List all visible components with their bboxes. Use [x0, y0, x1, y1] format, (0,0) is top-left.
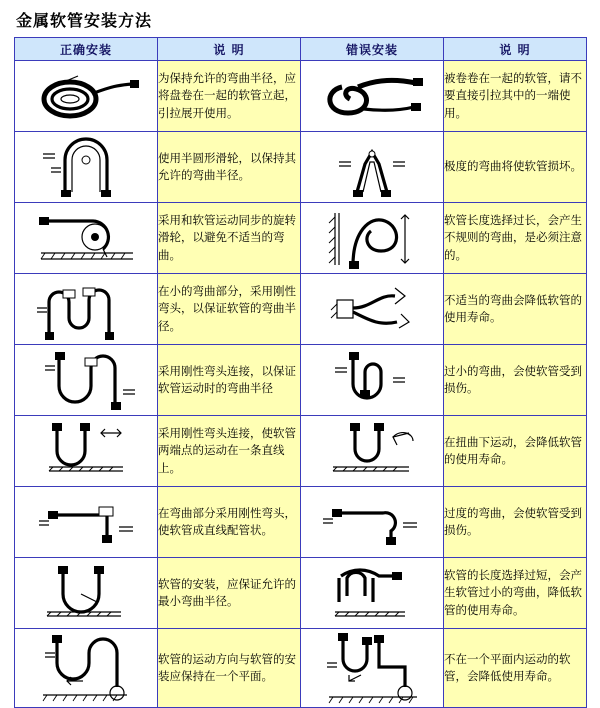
- table-row: [15, 61, 587, 132]
- row-text: 采用刚性弯头连接，以保证软管运动时的弯曲半径: [158, 345, 301, 416]
- too-small-bend-icon: [301, 345, 444, 416]
- row-text: 在扭曲下运动，会降低软管的使用寿命。: [444, 416, 587, 487]
- row-text: 软管的运动方向与软管的安装应保持在一个平面。: [158, 629, 301, 708]
- header-wrong-install: 错误安装: [301, 38, 444, 61]
- row-text: 在弯曲部分采用刚性弯头，使软管成直线配管状。: [158, 487, 301, 558]
- semicircular-sheave-icon: [15, 132, 158, 203]
- row-text: 为保持允许的弯曲半径，应将盘卷在一起的软管立起，引拉展开使用。: [158, 61, 301, 132]
- row-text: 过小的弯曲，会使软管受到损伤。: [444, 345, 587, 416]
- excess-length-loop-icon: [301, 203, 444, 274]
- over-bend-icon: [301, 487, 444, 558]
- table-row: [15, 629, 587, 708]
- page-title: 金属软管安装方法: [16, 11, 153, 30]
- header-wrong-desc: 说 明: [444, 38, 587, 61]
- header-correct-install: 正确安装: [15, 38, 158, 61]
- table-row: [15, 558, 587, 629]
- sharp-bend-pulley-icon: [301, 132, 444, 203]
- coiled-hose-vertical-icon: [15, 61, 158, 132]
- table-row: [15, 416, 587, 487]
- table-row: [15, 132, 587, 203]
- table-row: [15, 274, 587, 345]
- header-correct-desc: 说 明: [158, 38, 301, 61]
- row-text: 被卷卷在一起的软管，请不要直接引拉其中的一端使用。: [444, 61, 587, 132]
- table-header-row: [15, 38, 587, 61]
- out-of-plane-motion-icon: [301, 629, 444, 708]
- rigid-elbow-connection-icon: [15, 345, 158, 416]
- row-text: 在小的弯曲部分，采用刚性弯头，以保证软管的弯曲半径。: [158, 274, 301, 345]
- table-row: [15, 345, 587, 416]
- improper-bend-icon: [301, 274, 444, 345]
- row-text: 过度的弯曲，会使软管受到损伤。: [444, 487, 587, 558]
- row-text: 使用半圆形滑轮，以保持其允许的弯曲半径。: [158, 132, 301, 203]
- row-text: 不在一个平面内运动的软管，会降低使用寿命。: [444, 629, 587, 708]
- hose-installation-table: [14, 37, 587, 708]
- straight-pipe-elbow-icon: [15, 487, 158, 558]
- too-long-hose-icon: [301, 558, 444, 629]
- table-row: [15, 487, 587, 558]
- min-bend-radius-u-icon: [15, 558, 158, 629]
- coiled-hose-pulled-icon: [301, 61, 444, 132]
- same-plane-motion-icon: [15, 629, 158, 708]
- table-row: [15, 203, 587, 274]
- row-text: 不适当的弯曲会降低软管的使用寿命。: [444, 274, 587, 345]
- row-text: 采用刚性弯头连接，使软管两端点的运动在一条直线上。: [158, 416, 301, 487]
- twisting-motion-icon: [301, 416, 444, 487]
- rigid-elbow-small-bend-icon: [15, 274, 158, 345]
- rigid-elbow-straight-line-icon: [15, 416, 158, 487]
- row-text: 软管的长度选择过短，会产生软管过小的弯曲，降低软管的使用寿命。: [444, 558, 587, 629]
- row-text: 软管的安装，应保证允许的最小弯曲半径。: [158, 558, 301, 629]
- row-text: 极度的弯曲将使软管损坏。: [444, 132, 587, 203]
- rotating-sheave-chain-icon: [15, 203, 158, 274]
- row-text: 采用和软管运动同步的旋转滑轮，以避免不适当的弯曲。: [158, 203, 301, 274]
- row-text: 软管长度选择过长，会产生不规则的弯曲，是必须注意的。: [444, 203, 587, 274]
